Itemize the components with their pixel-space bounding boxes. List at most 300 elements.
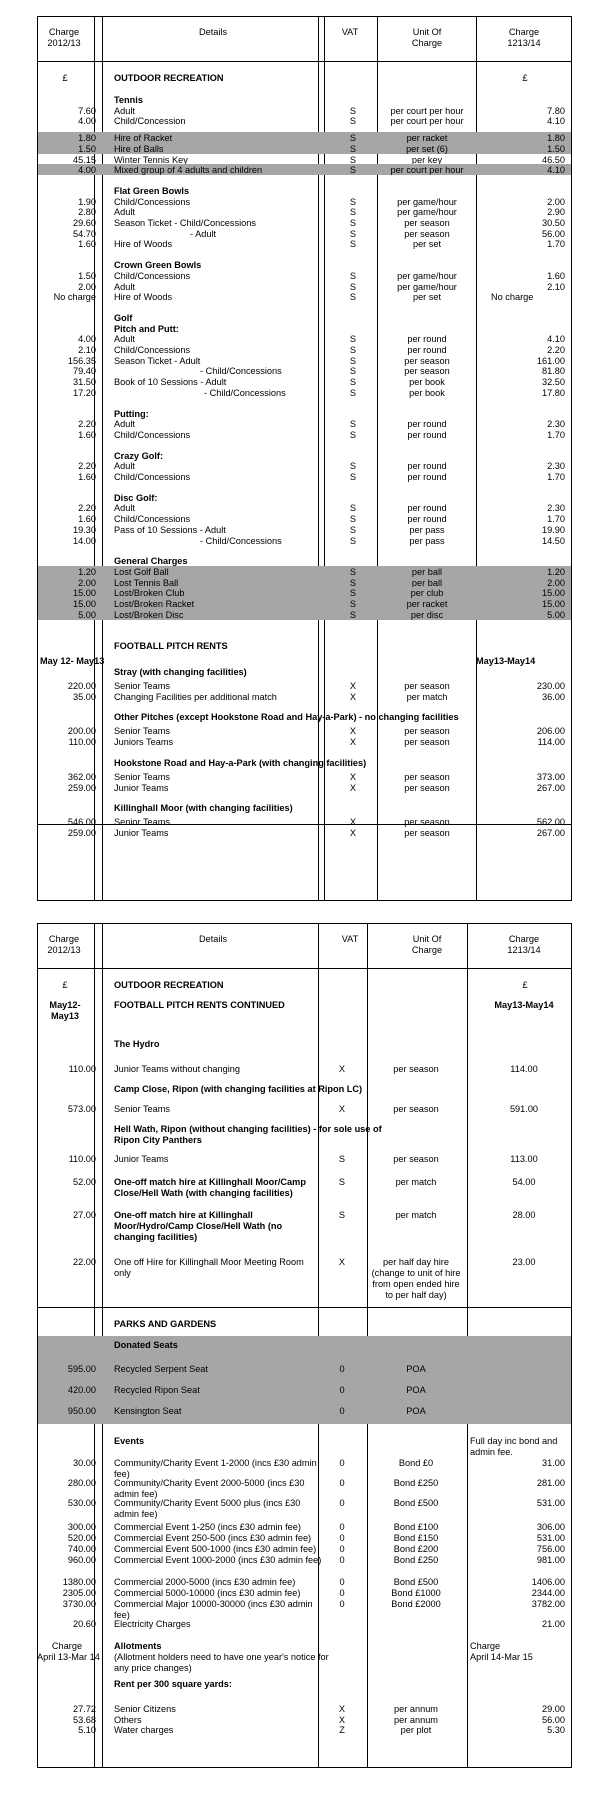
charge-old-cell: 1380.00: [62, 1577, 96, 1587]
charge-old-cell: 7.60: [78, 105, 96, 116]
charge-new-cell: 32.50: [542, 377, 565, 388]
vat-cell: X: [349, 827, 357, 838]
charge-old-cell: 31.50: [73, 377, 96, 388]
charge-new-cell: 81.80: [542, 366, 565, 377]
charge-new-cell: 23.00: [512, 1257, 536, 1267]
charge-new-cell: 54.00: [512, 1177, 536, 1187]
detail-cell: Child/Concessions: [114, 345, 191, 355]
vat-cell: S: [349, 588, 357, 599]
charge-old-cell: 573.00: [67, 1104, 96, 1114]
vat-cell: X: [338, 1704, 346, 1714]
unit-cell: per season: [393, 1064, 439, 1074]
charge-old-cell: 530.00: [67, 1498, 96, 1508]
detail-cell: Pass of 10 Sessions - Adult: [114, 524, 226, 535]
header-charge-old: Charge 2012/13: [47, 934, 81, 955]
charge-old-cell: 1.90: [78, 196, 96, 207]
charge-new-cell: 1.70: [547, 239, 565, 250]
detail-cell: Adult: [114, 207, 135, 218]
charge-new-cell: 161.00: [536, 355, 565, 366]
detail-cell: Lost/Broken Club: [114, 588, 185, 599]
charge-new-cell: 2344.00: [531, 1588, 565, 1598]
header-vat: VAT: [341, 27, 359, 37]
detail-cell: Lost Golf Ball: [114, 566, 169, 577]
charge-new-cell: 4.10: [547, 334, 565, 345]
charge-old-cell: 35.00: [73, 691, 96, 702]
charge-old-cell: 2305.00: [62, 1588, 96, 1598]
detail-cell: Adult: [114, 419, 135, 430]
charge-new-cell: 15.00: [542, 599, 565, 609]
charge-old-cell: 15.00: [73, 599, 96, 609]
unit-cell: Bond £250: [393, 1555, 439, 1565]
charge-old-cell: 15.00: [73, 588, 96, 599]
charge-new-cell: 14.50: [542, 535, 565, 546]
unit-cell: per key: [411, 154, 443, 165]
vat-cell: S: [349, 577, 357, 588]
charges-page-2: [37, 923, 572, 1768]
unit-cell: per plot: [400, 1725, 432, 1736]
football-group-title: Other Pitches (except Hookstone Road and Hay-a-Park) - no changing facilities: [114, 712, 459, 723]
vat-cell: X: [338, 1104, 346, 1114]
detail-cell: Adult: [114, 105, 135, 116]
charge-old-cell: 3730.00: [62, 1599, 96, 1609]
unit-cell: per round: [407, 419, 447, 430]
detail-cell: Adult: [114, 461, 135, 472]
unit-cell: Bond £150: [393, 1533, 439, 1543]
charge-new-cell: 30.50: [542, 218, 565, 228]
charge-old-cell: 520.00: [67, 1533, 96, 1543]
unit-cell: per round: [407, 514, 447, 525]
oneoff3-detail: One off Hire for Killinghall Moor Meeting Room only: [114, 1257, 304, 1278]
vat-cell: S: [349, 419, 357, 430]
detail-cell: - Child/Concessions: [204, 387, 286, 398]
detail-cell: Hire of Balls: [114, 143, 164, 154]
vat-cell: 0: [339, 1588, 345, 1598]
vat-cell: S: [349, 207, 357, 218]
detail-cell: Lost Tennis Ball: [114, 577, 179, 588]
charge-new-cell: 4.10: [547, 116, 565, 127]
vat-cell: 0: [339, 1533, 345, 1543]
charge-old-cell: 259.00: [67, 782, 96, 793]
charges-page-1: [37, 16, 572, 901]
vat-cell: X: [338, 1064, 346, 1074]
vat-cell: 0: [339, 1478, 345, 1488]
unit-cell: per season: [404, 737, 450, 748]
group-title: Flat Green Bowls: [114, 185, 190, 196]
vat-cell: S: [349, 334, 357, 345]
continued-title: FOOTBALL PITCH RENTS CONTINUED: [114, 1000, 285, 1010]
charge-old-cell: 52.00: [73, 1177, 96, 1187]
vat-cell: S: [349, 366, 357, 377]
vat-cell: S: [349, 228, 357, 239]
unit-cell: per game/hour: [397, 207, 457, 218]
charge-old-cell: 30.00: [73, 1458, 96, 1468]
charge-old-cell: 14.00: [73, 535, 96, 546]
charge-new-cell: 2.30: [547, 419, 565, 430]
charge-new-cell: 373.00: [536, 771, 565, 782]
vat-cell: S: [338, 1177, 346, 1187]
charge-old-cell: 22.00: [73, 1257, 96, 1267]
charge-old-cell: 420.00: [67, 1385, 96, 1395]
detail-cell: Electricity Charges: [114, 1619, 191, 1629]
charge-old-cell: 280.00: [67, 1478, 96, 1488]
unit-cell: per court per hour: [390, 105, 464, 116]
row-divider: [38, 1307, 571, 1308]
vat-cell: S: [349, 143, 357, 154]
unit-cell: per round: [407, 345, 447, 355]
unit-cell: per season: [393, 1154, 439, 1164]
charge-old-cell: 1.20: [78, 566, 96, 577]
charge-new-cell: 591.00: [509, 1104, 539, 1114]
unit-cell: Bond £1000: [391, 1588, 441, 1598]
vat-cell: 0: [339, 1385, 345, 1395]
vat-cell: S: [349, 196, 357, 207]
vat-cell: S: [338, 1210, 346, 1220]
header-unit: Unit Of Charge: [411, 27, 443, 48]
unit-cell: per round: [407, 334, 447, 345]
period-old: May 12- May13: [40, 656, 105, 666]
unit-cell: per annum: [394, 1714, 438, 1725]
charge-new-cell: 206.00: [536, 726, 565, 737]
unit-cell: per match: [395, 1177, 437, 1187]
unit-cell: POA: [406, 1406, 426, 1416]
allot-title: Allotments: [114, 1641, 162, 1651]
vat-cell: S: [338, 1154, 346, 1164]
charge-new-cell: 1.70: [547, 429, 565, 440]
charge-new-cell: 3782.00: [531, 1599, 565, 1609]
charge-old-cell: 53.68: [73, 1714, 96, 1725]
header-charge-old: Charge 2012/13: [47, 27, 81, 48]
unit-cell: per game/hour: [397, 270, 457, 281]
hydro-title: The Hydro: [114, 1039, 160, 1049]
vat-cell: S: [349, 514, 357, 525]
unit-cell: per book: [409, 387, 445, 398]
allot-charge-old: Charge April 13-Mar 14: [37, 1641, 100, 1662]
charge-new-cell: 5.00: [547, 609, 565, 620]
unit-cell: per court per hour: [390, 165, 464, 176]
vat-cell: S: [349, 503, 357, 514]
detail-cell: Adult: [114, 334, 135, 345]
detail-cell: Community/Charity Event 2000-5000 (incs £30 admin fee): [114, 1478, 305, 1499]
detail-cell: Recycled Serpent Seat: [114, 1364, 208, 1374]
allot-note: (Allotment holders need to have one year's notice for any price changes): [114, 1652, 329, 1673]
vat-cell: 0: [339, 1458, 345, 1468]
header-charge-new: Charge 1213/14: [507, 934, 541, 955]
vat-cell: X: [349, 782, 357, 793]
detail-cell: - Adult: [190, 228, 217, 239]
unit-cell: per annum: [394, 1704, 438, 1714]
charge-old-cell: 29.60: [73, 218, 96, 228]
unit-cell: per round: [407, 429, 447, 440]
section-title: OUTDOOR RECREATION: [114, 73, 224, 83]
unit-cell: per season: [404, 782, 450, 793]
detail-cell: Junior Teams without changing: [114, 1064, 240, 1074]
donated-title: Donated Seats: [114, 1340, 178, 1350]
detail-cell: Child/Concession: [114, 116, 186, 127]
unit-cell: per season: [404, 228, 450, 239]
events-title: Events: [114, 1436, 145, 1446]
detail-cell: Hire of Woods: [114, 292, 173, 303]
charge-new-cell: 5.30: [547, 1725, 565, 1736]
charge-new-cell: 56.00: [542, 1714, 565, 1725]
charge-new-cell: 981.00: [536, 1555, 565, 1565]
vat-cell: X: [349, 817, 357, 828]
detail-cell: Child/Concessions: [114, 196, 191, 207]
detail-cell: Junior Teams: [114, 782, 169, 793]
detail-cell: Hire of Racket: [114, 133, 173, 144]
unit-cell: per season: [404, 827, 450, 838]
charge-new-cell: 531.00: [536, 1498, 565, 1508]
vat-cell: 0: [339, 1544, 345, 1554]
detail-cell: Commercial Event 500-1000 (incs £30 admin fee): [114, 1544, 317, 1554]
charge-new-cell: 46.50: [542, 154, 565, 165]
vat-cell: S: [349, 461, 357, 472]
unit-cell: per match: [395, 1210, 437, 1220]
unit-cell: per season: [404, 681, 450, 691]
unit-cell: Bond £250: [393, 1478, 439, 1488]
vat-cell: S: [349, 133, 357, 144]
unit-cell: per season: [404, 366, 450, 377]
unit-cell: per pass: [409, 535, 445, 546]
charge-old-cell: 4.00: [78, 116, 96, 127]
charge-new-cell: 114.00: [510, 1064, 538, 1074]
charge-new-cell: 2.10: [547, 281, 565, 292]
unit-cell: per set: [412, 239, 442, 250]
detail-cell: Hire of Woods: [114, 239, 173, 250]
detail-cell: Book of 10 Sessions - Adult: [114, 377, 227, 388]
charge-old-cell: 200.00: [67, 726, 96, 737]
detail-cell: Season Ticket - Adult: [114, 355, 201, 366]
detail-cell: Lost/Broken Disc: [114, 609, 184, 620]
charge-old-cell: 2.00: [78, 281, 96, 292]
unit-cell: per club: [410, 588, 444, 599]
charge-old-cell: 1.50: [78, 143, 96, 154]
charge-old-cell: 1.60: [78, 514, 96, 525]
unit-cell: Bond £500: [393, 1498, 439, 1508]
charge-old-cell: 1.60: [78, 472, 96, 482]
unit-cell: per round: [407, 503, 447, 514]
vat-cell: Z: [339, 1725, 345, 1736]
charge-new-cell: 114.00: [537, 737, 565, 748]
charge-new-cell: 28.00: [512, 1210, 536, 1220]
charge-new-cell: 21.00: [542, 1619, 565, 1629]
group-title: Putting:: [114, 408, 149, 419]
detail-cell: Senior Teams: [114, 681, 171, 691]
charge-old-cell: 5.10: [78, 1725, 96, 1736]
vat-cell: X: [338, 1714, 346, 1725]
vat-cell: S: [349, 105, 357, 116]
detail-cell: - Child/Concessions: [200, 535, 282, 546]
charge-new-cell: 29.00: [542, 1704, 565, 1714]
charge-new-cell: No charge: [491, 292, 534, 303]
charge-old-cell: 740.00: [67, 1544, 96, 1554]
charge-old-cell: No charge: [53, 292, 96, 303]
group-title: Crazy Golf:: [114, 450, 164, 461]
vat-cell: S: [349, 270, 357, 281]
rent-title: Rent per 300 square yards:: [114, 1679, 232, 1689]
charge-new-cell: 267.00: [536, 827, 565, 838]
unit-cell: per game/hour: [397, 281, 457, 292]
detail-cell: Senior Teams: [114, 1104, 171, 1114]
charge-new-cell: 2.30: [547, 461, 565, 472]
detail-cell: Senior Teams: [114, 726, 171, 737]
vat-cell: X: [349, 726, 357, 737]
detail-cell: Lost/Broken Racket: [114, 599, 195, 609]
charge-old-cell: 2.20: [78, 419, 96, 430]
charge-new-cell: 1.80: [547, 133, 565, 144]
charge-old-cell: 20.60: [73, 1619, 96, 1629]
charge-new-cell: 2.20: [547, 345, 565, 355]
vat-cell: 0: [339, 1406, 345, 1416]
vat-cell: S: [349, 472, 357, 482]
currency-old: £: [62, 73, 68, 83]
charge-new-cell: 2.00: [547, 577, 565, 588]
charge-new-cell: 1.70: [547, 472, 565, 482]
unit-cell: Bond £0: [398, 1458, 434, 1468]
charge-new-cell: 2.30: [547, 503, 565, 514]
charge-old-cell: 362.00: [67, 771, 96, 782]
charge-new-cell: 562.00: [536, 817, 565, 828]
group-title: Tennis: [114, 95, 143, 105]
charge-new-cell: 31.00: [542, 1458, 565, 1468]
group-title: Disc Golf:: [114, 492, 158, 503]
charge-old-cell: 27.00: [73, 1210, 96, 1220]
unit-cell: POA: [406, 1385, 426, 1395]
charge-old-cell: 4.00: [78, 165, 96, 176]
charge-old-cell: 5.00: [78, 609, 96, 620]
charge-old-cell: 19.30: [73, 524, 96, 535]
charge-old-cell: 110.00: [68, 1064, 96, 1074]
charge-new-cell: 267.00: [536, 782, 565, 793]
vat-cell: 0: [339, 1599, 345, 1609]
detail-cell: Adult: [114, 503, 135, 514]
charge-new-cell: 1406.00: [531, 1577, 565, 1587]
vat-cell: S: [349, 377, 357, 388]
unit-cell: per match: [406, 691, 448, 702]
unit-cell: per racket: [406, 599, 448, 609]
unit-cell: per season: [404, 817, 450, 828]
vat-cell: S: [349, 281, 357, 292]
vat-cell: X: [349, 691, 357, 702]
charge-new-cell: 230.00: [536, 681, 565, 691]
unit-cell: per set (6): [406, 143, 448, 154]
charge-new-cell: 36.00: [542, 691, 565, 702]
header-charge-new: Charge 1213/14: [507, 27, 541, 48]
charge-old-cell: 110.00: [68, 1154, 96, 1164]
vat-cell: S: [349, 429, 357, 440]
charge-old-cell: 960.00: [67, 1555, 96, 1565]
allot-charge-new: Charge April 14-Mar 15: [470, 1641, 533, 1662]
detail-cell: Senior Teams: [114, 817, 171, 828]
charge-old-cell: 220.00: [67, 681, 96, 691]
camp-title: Camp Close, Ripon (with changing facilities at Ripon LC): [114, 1084, 363, 1094]
vat-cell: 0: [339, 1577, 345, 1587]
football-group-title: Killinghall Moor (with changing facilities): [114, 803, 293, 814]
period-new: May13-May14: [476, 656, 536, 666]
vat-cell: 0: [339, 1522, 345, 1532]
events-note: Full day inc bond and admin fee.: [470, 1436, 558, 1457]
charge-new-cell: 7.80: [547, 105, 565, 116]
unit-cell: per book: [409, 377, 445, 388]
group-title: Crown Green Bowls: [114, 260, 202, 271]
header-unit: Unit Of Charge: [411, 934, 443, 955]
group-title: Golf Pitch and Putt:: [114, 312, 179, 334]
vat-cell: 0: [339, 1555, 345, 1565]
charge-new-cell: 531.00: [536, 1533, 565, 1543]
vat-cell: 0: [339, 1364, 345, 1374]
vat-cell: S: [349, 154, 357, 165]
detail-cell: Commercial 5000-10000 (incs £30 admin fee): [114, 1588, 301, 1598]
detail-cell: Child/Concessions: [114, 514, 191, 525]
unit-cell: per court per hour: [390, 116, 464, 127]
detail-cell: Junior Teams: [114, 1154, 169, 1164]
charge-new-cell: 306.00: [536, 1522, 565, 1532]
period-old: May12- May13: [49, 1000, 81, 1021]
charge-new-cell: 4.10: [547, 165, 565, 176]
unit-cell: per set: [412, 292, 442, 303]
parks-title: PARKS AND GARDENS: [114, 1319, 217, 1329]
charge-old-cell: 79.40: [73, 366, 96, 377]
detail-cell: Community/Charity Event 5000 plus (incs £30 admin fee): [114, 1498, 301, 1519]
detail-cell: Commercial 2000-5000 (incs £30 admin fee): [114, 1577, 296, 1587]
detail-cell: Senior Teams: [114, 771, 171, 782]
vat-cell: S: [349, 218, 357, 228]
unit-cell: POA: [406, 1364, 426, 1374]
charge-old-cell: 1.80: [78, 133, 96, 144]
football-title: FOOTBALL PITCH RENTS: [114, 641, 228, 651]
period-new: May13-May14: [494, 1000, 554, 1010]
charge-new-cell: 756.00: [536, 1544, 565, 1554]
detail-cell: Junior Teams: [114, 827, 169, 838]
detail-cell: Commercial Event 1000-2000 (incs £30 admin fee): [114, 1555, 322, 1565]
charge-old-cell: 2.20: [78, 503, 96, 514]
charge-new-cell: 2.00: [547, 196, 565, 207]
charge-old-cell: 2.20: [78, 461, 96, 472]
detail-cell: Changing Facilities per additional match: [114, 691, 277, 702]
row-divider: [38, 61, 571, 62]
unit-cell: Bond £100: [393, 1522, 439, 1532]
row-divider: [38, 968, 571, 969]
detail-cell: Water charges: [114, 1725, 174, 1736]
detail-cell: Recycled Ripon Seat: [114, 1385, 200, 1395]
unit-cell: per season: [404, 726, 450, 737]
football-group-title: Stray (with changing facilities): [114, 667, 247, 677]
currency-new: £: [522, 980, 528, 990]
charge-old-cell: 546.00: [67, 817, 96, 828]
vat-cell: S: [349, 355, 357, 366]
unit-cell: per round: [407, 472, 447, 482]
detail-cell: Winter Tennis Key: [114, 154, 188, 165]
vat-cell: X: [349, 771, 357, 782]
charge-old-cell: 1.50: [78, 270, 96, 281]
detail-cell: Community/Charity Event 1-2000 (incs £30 admin fee): [114, 1458, 317, 1479]
detail-cell: Child/Concessions: [114, 472, 191, 482]
football-group-title: Hookstone Road and Hay-a-Park (with changing facilities): [114, 757, 367, 768]
detail-cell: Season Ticket - Child/Concessions: [114, 218, 256, 228]
unit-cell: Bond £500: [393, 1577, 439, 1587]
charge-new-cell: 1.20: [547, 566, 565, 577]
detail-cell: Adult: [114, 281, 135, 292]
vat-cell: X: [349, 681, 357, 691]
vat-cell: S: [349, 599, 357, 609]
unit-cell: per game/hour: [397, 196, 457, 207]
charge-old-cell: 110.00: [68, 737, 96, 748]
detail-cell: Commercial Event 250-500 (incs £30 admin fee): [114, 1533, 312, 1543]
vat-cell: S: [349, 345, 357, 355]
unit-cell: per season: [404, 355, 450, 366]
charge-old-cell: 2.00: [78, 577, 96, 588]
charge-new-cell: 281.00: [536, 1478, 565, 1488]
oneoff2-detail: One-off match hire at Killinghall Moor/Hydro/Camp Close/Hell Wath (no changing facilities): [114, 1210, 283, 1242]
